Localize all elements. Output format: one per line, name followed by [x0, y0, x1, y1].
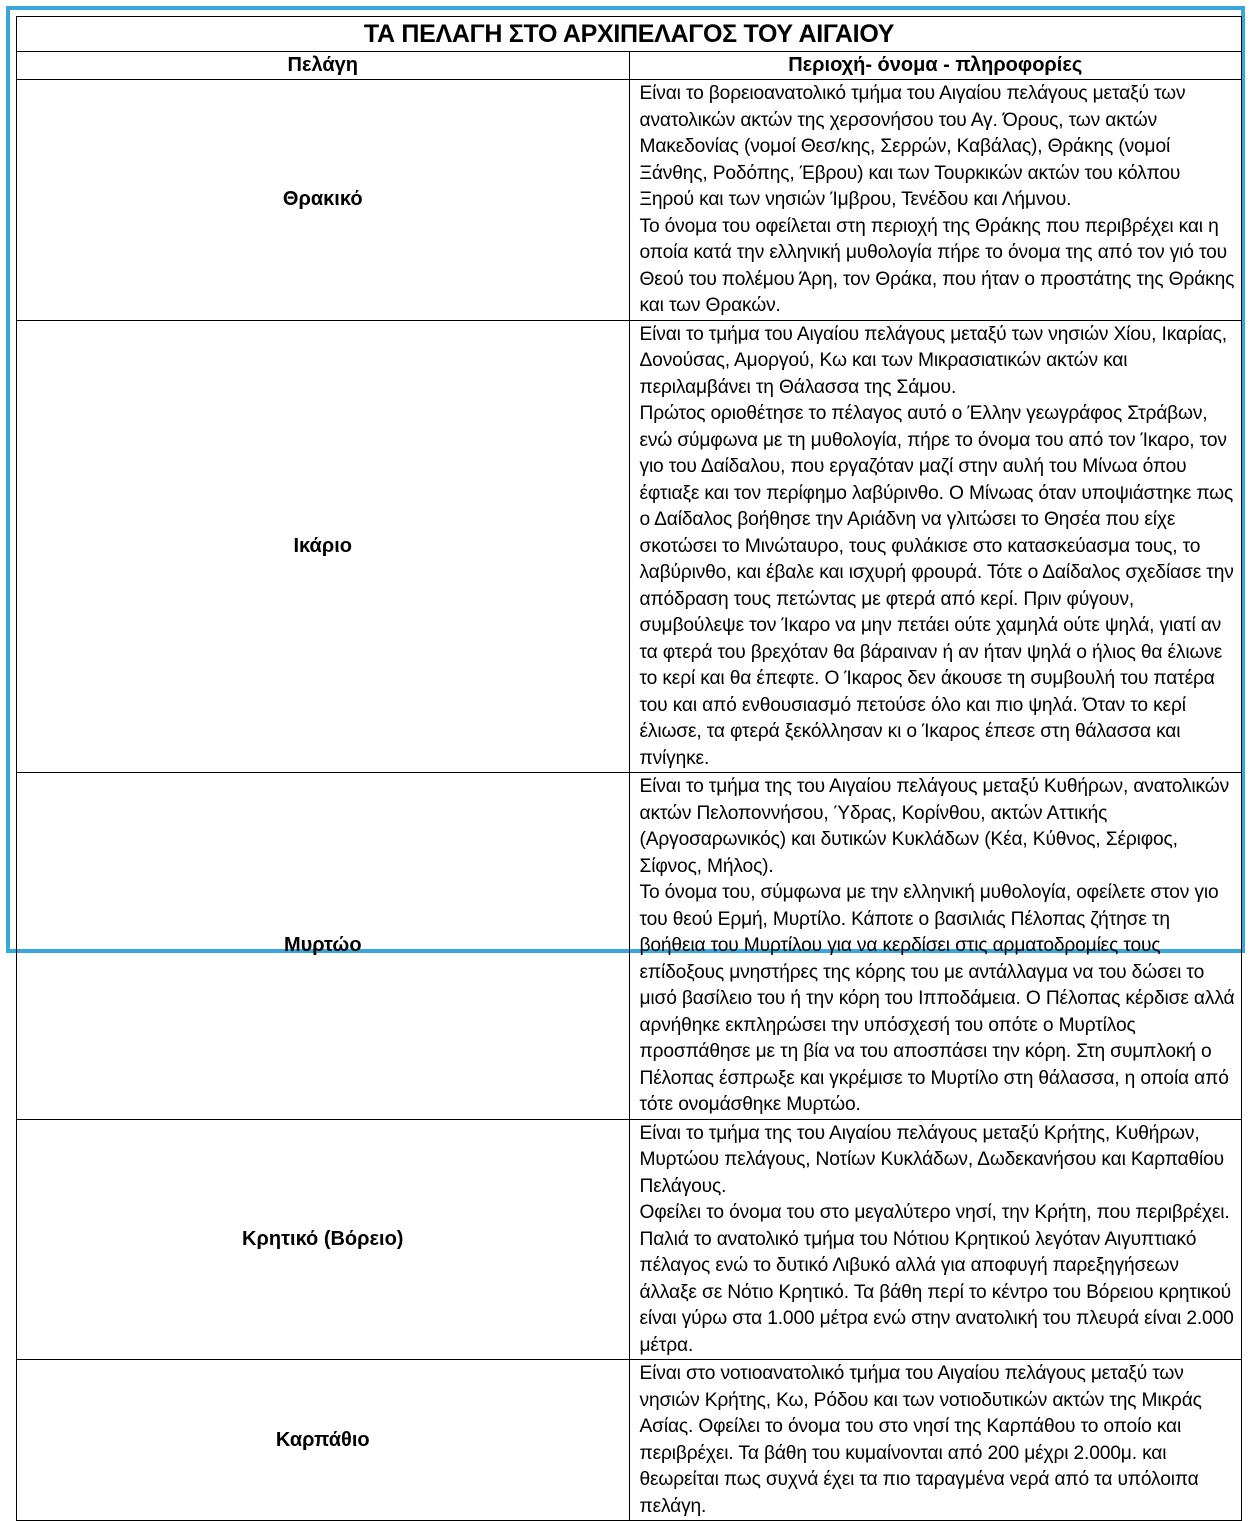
info-paragraph: Είναι το τμήμα του Αιγαίου πελάγους μεταξύ των νησιών Χίου, Ικαρίας, Δονούσας, Αμοργού, Κω και των Μικρασιατικών ακτών και περιλαμβάνει τη Θάλασσα της Σάμου.: [639, 323, 1227, 398]
header-info: Περιοχή- όνομα - πληροφορίες: [629, 52, 1242, 80]
header-row: [17, 52, 1242, 80]
info-paragraph: Το όνομα του, σύμφωνα με την ελληνική μυθολογία, οφείλετε στον γιο του θεού Ερμή, Μυρτίλο. Κάποτε ο βασιλιάς Πέλοπας ζήτησε τη βοήθεια του Μυρτίλου για να κερδίσει στις αρματοδρομίες τους επίδοξους μνηστήρες της κόρης του με αντάλλαγμα να του δώσει το μισό βασίλειο του ή την κόρη του Ιπποδάμεια. Ο Πέλοπας κέρδισε αλλά αρνήθηκε εκπληρώσει την υπόσχεσή του οπότε ο Μυρτίλος προσπάθησε με τη βία να του αποσπάσει την κόρη. Στη συμπλοκή ο Πέλοπας έσπρωξε και γκρέμισε το Μυρτίλο στη θάλασσα, η οποία από τότε ονομάσθηκε Μυρτώο.: [639, 882, 1235, 1115]
table-row: [17, 773, 1242, 1120]
sea-info: [629, 1360, 1242, 1521]
sea-info: [629, 773, 1242, 1120]
info-paragraph: Είναι το τμήμα της του Αιγαίου πελάγους μεταξύ Κυθήρων, ανατολικών ακτών Πελοποννήσου, Ύδρας, Κορίνθου, ακτών Αττικής (Αργοσαρωνικός) και δυτικών Κυκλάδων (Κέα, Κύθνος, Σέριφος, Σίφνος, Μήλος).: [639, 776, 1230, 877]
seas-table: [16, 16, 1242, 1521]
page-frame: [6, 6, 1245, 1517]
sea-info: [629, 80, 1242, 321]
info-paragraph: Οφείλει το όνομα του στο μεγαλύτερο νησί, την Κρήτη, που περιβρέχει. Παλιά το ανατολικό τμήμα του Νότιου Κρητικού λεγόταν Αιγυπτιακό πέλαγος ενώ το δυτικό Λιβυκό αλλά για αποφυγή παρεξηγήσεων άλλαξε σε Νότιο Κρητικό. Τα βάθη περί το κέντρο του Βόρειου κρητικού είναι γύρω στα 1.000 μέτρα ενώ στην ανατολική του πλευρά είναι 2.000 μέτρα.: [639, 1202, 1234, 1356]
table-row: [17, 1360, 1242, 1521]
sea-info: [629, 320, 1242, 773]
sea-name: Καρπάθιο: [17, 1360, 630, 1521]
header-seas: Πελάγη: [17, 52, 630, 80]
sea-name: Θρακικό: [17, 80, 630, 321]
sea-info: [629, 1119, 1242, 1360]
info-paragraph: Πρώτος οριοθέτησε το πέλαγος αυτό ο Έλλην γεωγράφος Στράβων, ενώ σύμφωνα με τη μυθολογία, πήρε το όνομα του από τον Ίκαρο, τον γιο του Δαίδαλου, που εργαζόταν μαζί στην αυλή του Μίνωα όπου έφτιαξε και τον περίφημο λαβύρινθο. Ο Μίνωας όταν υποψιάστηκε πως ο Δαίδαλος βοήθησε την Αριάδνη να γλιτώσει το Θησέα που είχε σκοτώσει το Μινώταυρο, τους φυλάκισε στο κατασκεύασμα τους, το λαβύρινθο, και έβαλε και ισχυρή φρουρά. Τότε ο Δαίδαλος σχεδίασε την απόδραση τους πετώντας με φτερά από κερί. Πριν φύγουν, συμβούλεψε τον Ίκαρο να μην πετάει ούτε χαμηλά ούτε ψηλά, γιατί αν τα φτερά του βρεχόταν θα βάραιναν ή αν ήταν ψηλά ο ήλιος θα έλιωνε το κερί και θα έπεφτε. Ο Ίκαρος δεν άκουσε τη συμβουλή του πατέρα του και από ενθουσιασμό πετούσε όλο και πιο ψηλά. Όταν το κερί έλιωσε, τα φτερά ξεκόλλησαν κι ο Ίκαρος έπεσε στη θάλασσα και πνίγηκε.: [639, 403, 1234, 769]
table-title: ΤΑ ΠΕΛΑΓΗ ΣΤΟ ΑΡΧΙΠΕΛΑΓΟΣ ΤΟΥ ΑΙΓΑΙΟΥ: [17, 17, 1242, 52]
title-row: [17, 17, 1242, 52]
sea-name: Κρητικό (Βόρειο): [17, 1119, 630, 1360]
info-paragraph: Το όνομα του οφείλεται στη περιοχή της Θράκης που περιβρέχει και η οποία κατά την ελληνική μυθολογία πήρε το όνομα της από τον γιό του Θεού του πολέμου Άρη, τον Θράκα, που ήταν ο προστάτης της Θράκης και των Θρακών.: [639, 215, 1235, 316]
sea-name: Ικάριο: [17, 320, 630, 773]
info-paragraph: Είναι το βορειοανατολικό τμήμα του Αιγαίου πελάγους μεταξύ των ανατολικών ακτών της χερσονήσου του Αγ. Όρους, των ακτών Μακεδονίας (νομοί Θεσ/κης, Σερρών, Καβάλας), Θράκης (νομοί Ξάνθης, Ροδόπης, Έβρου) και των Τουρκικών ακτών του κόλπου Ξηρού και των νησιών Ίμβρου, Τενέδου και Λήμνου.: [639, 83, 1186, 210]
table-row: [17, 320, 1242, 773]
sea-name: Μυρτώο: [17, 773, 630, 1120]
info-paragraph: Είναι στο νοτιοανατολικό τμήμα του Αιγαίου πελάγους μεταξύ των νησιών Κρήτης, Κω, Ρόδου και των νοτιοδυτικών ακτών της Μικράς Ασίας. Οφείλει το όνομα του στο νησί της Καρπάθου το οποίο και περιβρέχει. Τα βάθη του κυμαίνονται από 200 μέχρι 2.000μ. και θεωρείται πως συχνά έχει τα πιο ταραγμένα νερά από τα υπόλοιπα πελάγη.: [639, 1363, 1202, 1517]
info-paragraph: Είναι το τμήμα της του Αιγαίου πελάγους μεταξύ Κρήτης, Κυθήρων, Μυρτώου πελάγους, Νοτίων Κυκλάδων, Δωδεκανήσου και Καρπαθίου Πελάγους.: [639, 1122, 1224, 1197]
table-row: [17, 80, 1242, 321]
table-row: [17, 1119, 1242, 1360]
